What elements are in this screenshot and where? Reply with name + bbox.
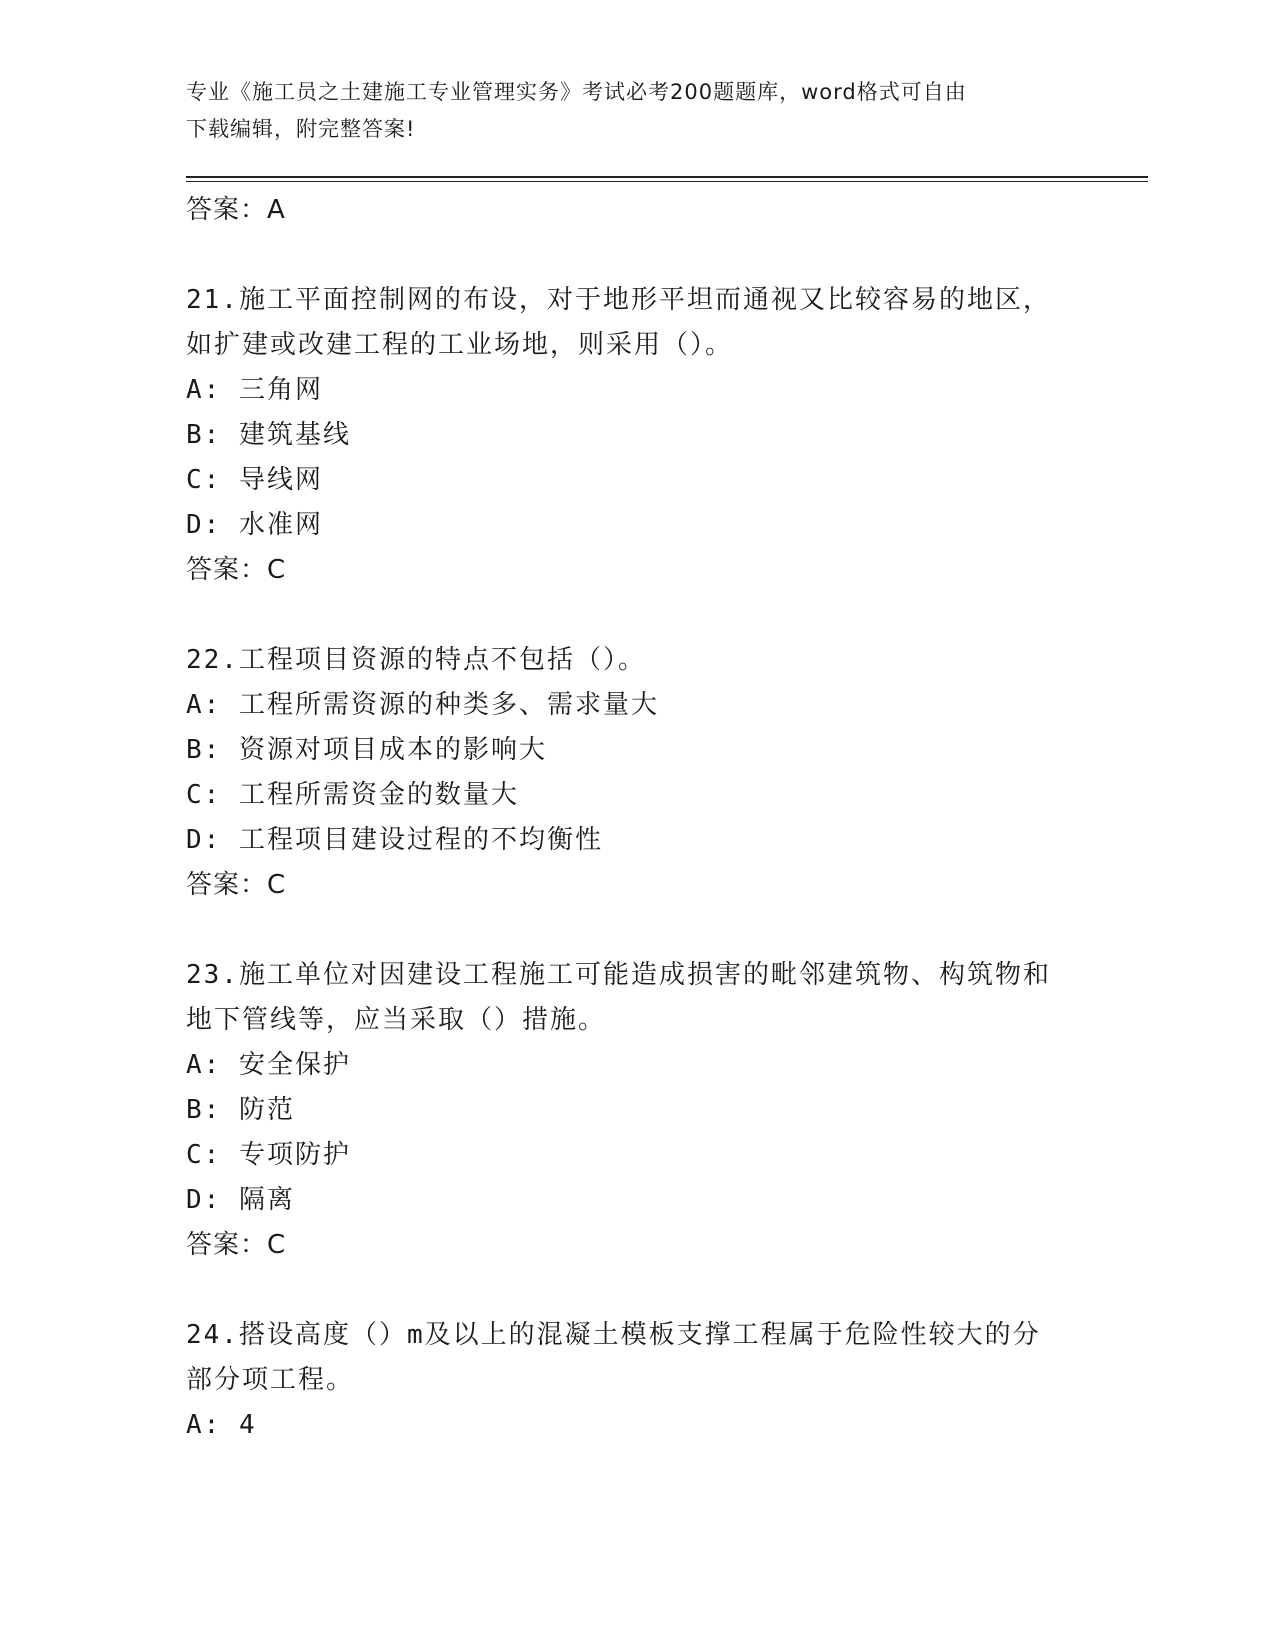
option-c: C: 工程所需资金的数量大	[186, 780, 519, 810]
option-d: D: 工程项目建设过程的不均衡性	[186, 825, 603, 855]
question-22	[186, 638, 1086, 908]
question-23	[186, 953, 1086, 1268]
question-text: 地下管线等，应当采取（）措施。	[186, 1005, 607, 1035]
question-text: 部分项工程。	[186, 1365, 355, 1395]
option-a: A: 三角网	[186, 375, 323, 405]
option-a: A: 4	[186, 1410, 257, 1440]
question-24	[186, 1313, 1086, 1448]
answer-line: 答案：C	[186, 870, 287, 900]
option-a: A: 安全保护	[186, 1050, 351, 1080]
option-d: D: 隔离	[186, 1185, 295, 1215]
spacer	[186, 908, 1086, 953]
question-text: 21.施工平面控制网的布设，对于地形平坦而通视又比较容易的地区，	[186, 285, 1051, 315]
option-d: D: 水准网	[186, 510, 323, 540]
header-rule-thin	[186, 181, 1148, 182]
answer-line: 答案：C	[186, 555, 287, 585]
option-a: A: 工程所需资源的种类多、需求量大	[186, 690, 659, 720]
option-c: C: 专项防护	[186, 1140, 351, 1170]
question-text: 23.施工单位对因建设工程施工可能造成损害的毗邻建筑物、构筑物和	[186, 960, 1051, 990]
document-header	[186, 74, 1066, 148]
question-text: 24.搭设高度（）m及以上的混凝土模板支撑工程属于危险性较大的分	[186, 1320, 1041, 1350]
option-c: C: 导线网	[186, 465, 323, 495]
question-21	[186, 278, 1086, 593]
spacer	[186, 233, 1086, 278]
question-text: 如扩建或改建工程的工业场地，则采用（）。	[186, 330, 734, 360]
document-body	[186, 188, 1086, 1448]
option-b: B: 建筑基线	[186, 420, 351, 450]
question-text: 22.工程项目资源的特点不包括（）。	[186, 645, 646, 675]
header-rule-thick	[186, 176, 1148, 178]
option-b: B: 防范	[186, 1095, 295, 1125]
answer-line: 答案：A	[186, 195, 286, 225]
spacer	[186, 1268, 1086, 1313]
header-line-2: 下载编辑，附完整答案!	[186, 117, 416, 141]
spacer	[186, 593, 1086, 638]
option-b: B: 资源对项目成本的影响大	[186, 735, 547, 765]
header-line-1: 专业《施工员之土建施工专业管理实务》考试必考200题题库，word格式可自由	[186, 80, 967, 104]
answer-line: 答案：C	[186, 1230, 287, 1260]
